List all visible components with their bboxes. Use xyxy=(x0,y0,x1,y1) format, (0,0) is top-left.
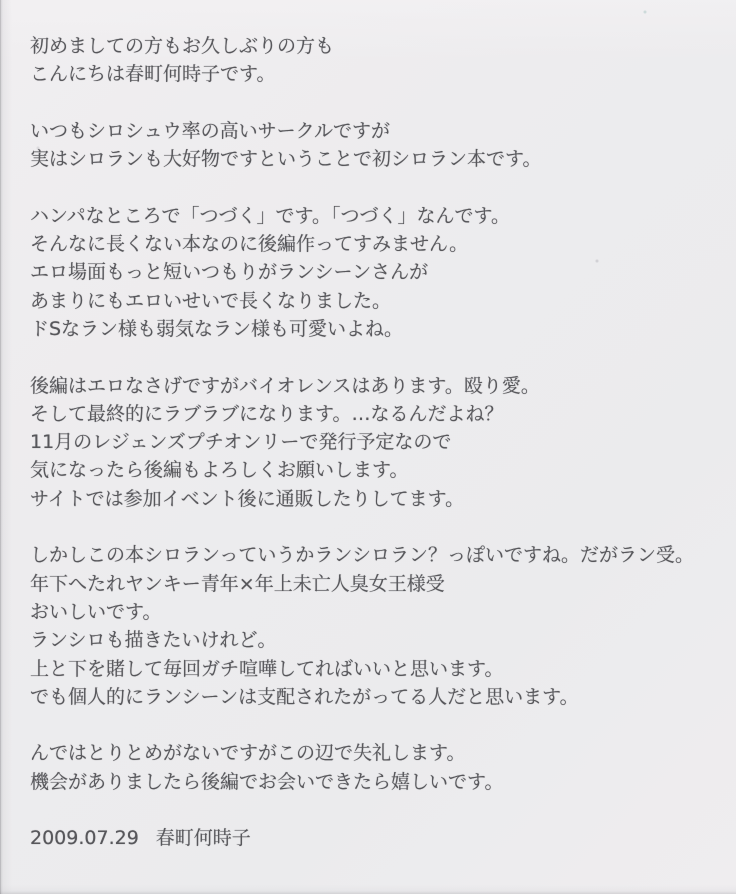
text-line: いつもシロシュウ率の高いサークルですが xyxy=(30,119,391,142)
afterword-paragraph xyxy=(30,739,720,796)
afterword-paragraph xyxy=(30,32,720,89)
signature-line xyxy=(30,824,720,852)
afterword-text xyxy=(30,32,720,853)
text-line: ハンパなところで「つづく」です。「つづく」なんです。 xyxy=(30,204,510,227)
afterword-paragraph xyxy=(30,202,720,343)
text-line: 気になったら後編もよろしくお願いします。 xyxy=(30,459,409,482)
text-line: でも個人的にランシーンは支配されたがってる人だと思います。 xyxy=(30,685,579,708)
afterword-paragraph xyxy=(30,541,720,711)
text-line: ランシロも描きたいけれど。 xyxy=(30,629,277,652)
text-line: 初めましての方もお久しぶりの方も xyxy=(30,35,335,57)
afterword-paragraph xyxy=(30,117,720,174)
text-line: んではとりとめがないですがこの辺で失礼します。 xyxy=(30,742,466,765)
text-line: サイトでは参加イベント後に通販したりしてます。 xyxy=(30,487,465,510)
date-text: 2009.07.29 xyxy=(30,827,139,850)
text-line: あまりにもエロいせいで長くなりました。 xyxy=(30,289,392,312)
text-line: 年下へたれヤンキー青年×年上未亡人臭女王様受 xyxy=(30,572,445,595)
text-line: こんにちは春町何時子です。 xyxy=(30,63,276,86)
text-line: ドSなラン様も弱気なラン様も可愛いよね。 xyxy=(30,317,404,340)
text-line: 実はシロランも大好物ですということで初シロラン本です。 xyxy=(30,148,542,171)
text-line: しかしこの本シロランっていうかランシロラン？っぽいですね。だがラン受。 xyxy=(30,544,694,567)
afterword-paragraph xyxy=(30,372,720,513)
text-line: そして最終的にラブラブになります。…なるんだよね？ xyxy=(30,402,504,425)
text-line: 11月のレジェンズプチオンリーで発行予定なので xyxy=(30,431,452,454)
author-name: 春町何時子 xyxy=(155,827,251,850)
text-line: 上と下を賭して毎回ガチ喧嘩してればいいと思います。 xyxy=(30,657,504,680)
text-line: 機会がありましたら後編でお会いできたら嬉しいです。 xyxy=(30,770,504,793)
text-line: エロ場面もっと短いつもりがランシーンさんが xyxy=(30,261,429,284)
text-line: おいしいです。 xyxy=(30,600,162,623)
text-line: 後編はエロなさげですがバイオレンスはあります。殴り愛。 xyxy=(30,374,540,397)
text-line: そんなに長くない本なのに後編作ってすみません。 xyxy=(30,233,469,256)
